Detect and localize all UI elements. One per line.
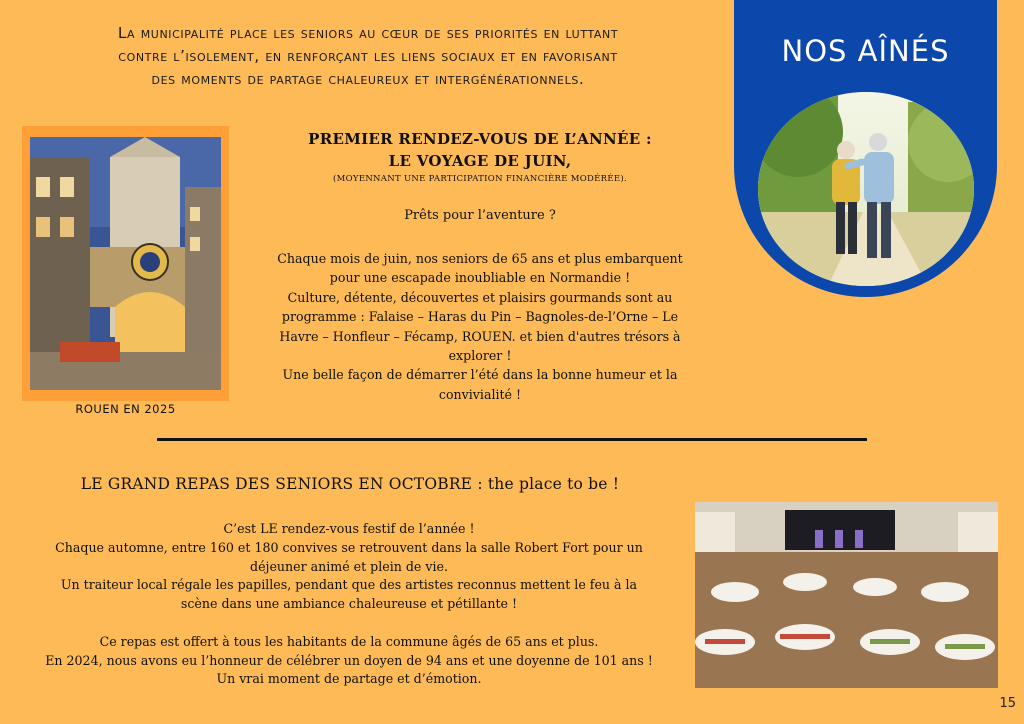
trip-line: explorer ! <box>448 348 512 364</box>
seniors-walking-photo <box>758 92 974 286</box>
meal-line: Ce repas est offert à tous les habitants de la commune âgés de 65 ans et plus. <box>99 633 599 649</box>
intro-line: contre l’isolement, en renforçant les liens sociaux et en favorisant <box>118 47 618 65</box>
trip-title-line: PREMIER RENDEZ-VOUS DE L’ANNÉE : <box>308 130 652 148</box>
meal-line: Chaque automne, entre 160 et 180 convives se retrouvent dans la salle Robert Fort pour un <box>55 539 643 555</box>
meal-line: scène dans une ambiance chaleureuse et pétillante ! <box>180 596 518 612</box>
intro-line: La municipalité place les seniors au cœur de ses priorités en luttant <box>117 24 619 42</box>
trip-ready-text: Prêts pour l’aventure ? <box>404 208 556 223</box>
trip-line: programme : Falaise – Haras du Pin – Bagnoles-de-l’Orne – Le <box>281 309 679 325</box>
trip-subtitle: (MOYENNANT UNE PARTICIPATION FINANCIÈRE MODÉRÉE). <box>333 174 627 184</box>
meal-title: LE GRAND REPAS DES SENIORS EN OCTOBRE : the place to be ! <box>80 475 620 493</box>
intro-line: des moments de partage chaleureux et intergénérationnels. <box>151 70 585 88</box>
meal-line: Un traiteur local régale les papilles, pendant que des artistes reconnus mettent le feu à la <box>60 577 638 593</box>
trip-line: Culture, détente, découvertes et plaisirs gourmands sont au <box>287 289 673 305</box>
trip-line: pour une escapade inoubliable en Normandie ! <box>329 270 631 286</box>
section-divider <box>157 438 867 441</box>
meal-line: déjeuner animé et plein de vie. <box>250 558 448 574</box>
rouen-clock-photo <box>30 137 221 390</box>
meal-line: Un vrai moment de partage et d’émotion. <box>216 671 482 687</box>
trip-title-line: LE VOYAGE DE JUIN, <box>388 152 572 170</box>
meal-line: En 2024, nous avons eu l’honneur de célébrer un doyen de 94 ans et une doyenne de 101 ans ! <box>45 652 653 668</box>
trip-line: Havre – Honfleur – Fécamp, ROUEN. et bien d'autres trésors à <box>279 328 681 344</box>
page-number: 15 <box>999 696 1016 711</box>
rouen-photo-frame <box>22 126 229 401</box>
trip-line: convivialité ! <box>438 386 522 402</box>
trip-title <box>250 128 710 172</box>
intro-text <box>18 22 718 91</box>
meal-body <box>8 520 690 689</box>
banner-title: NOS AÎNÉS <box>781 34 950 68</box>
trip-line: Une belle façon de démarrer l’été dans la bonne humeur et la <box>282 367 678 383</box>
rouen-caption: ROUEN EN 2025 <box>75 402 176 416</box>
trip-line: Chaque mois de juin, nos seniors de 65 ans et plus embarquent <box>277 251 683 266</box>
meal-line: C’est LE rendez-vous festif de l’année ! <box>223 521 475 536</box>
trip-body <box>250 249 710 404</box>
banquet-hall-photo <box>695 502 998 688</box>
